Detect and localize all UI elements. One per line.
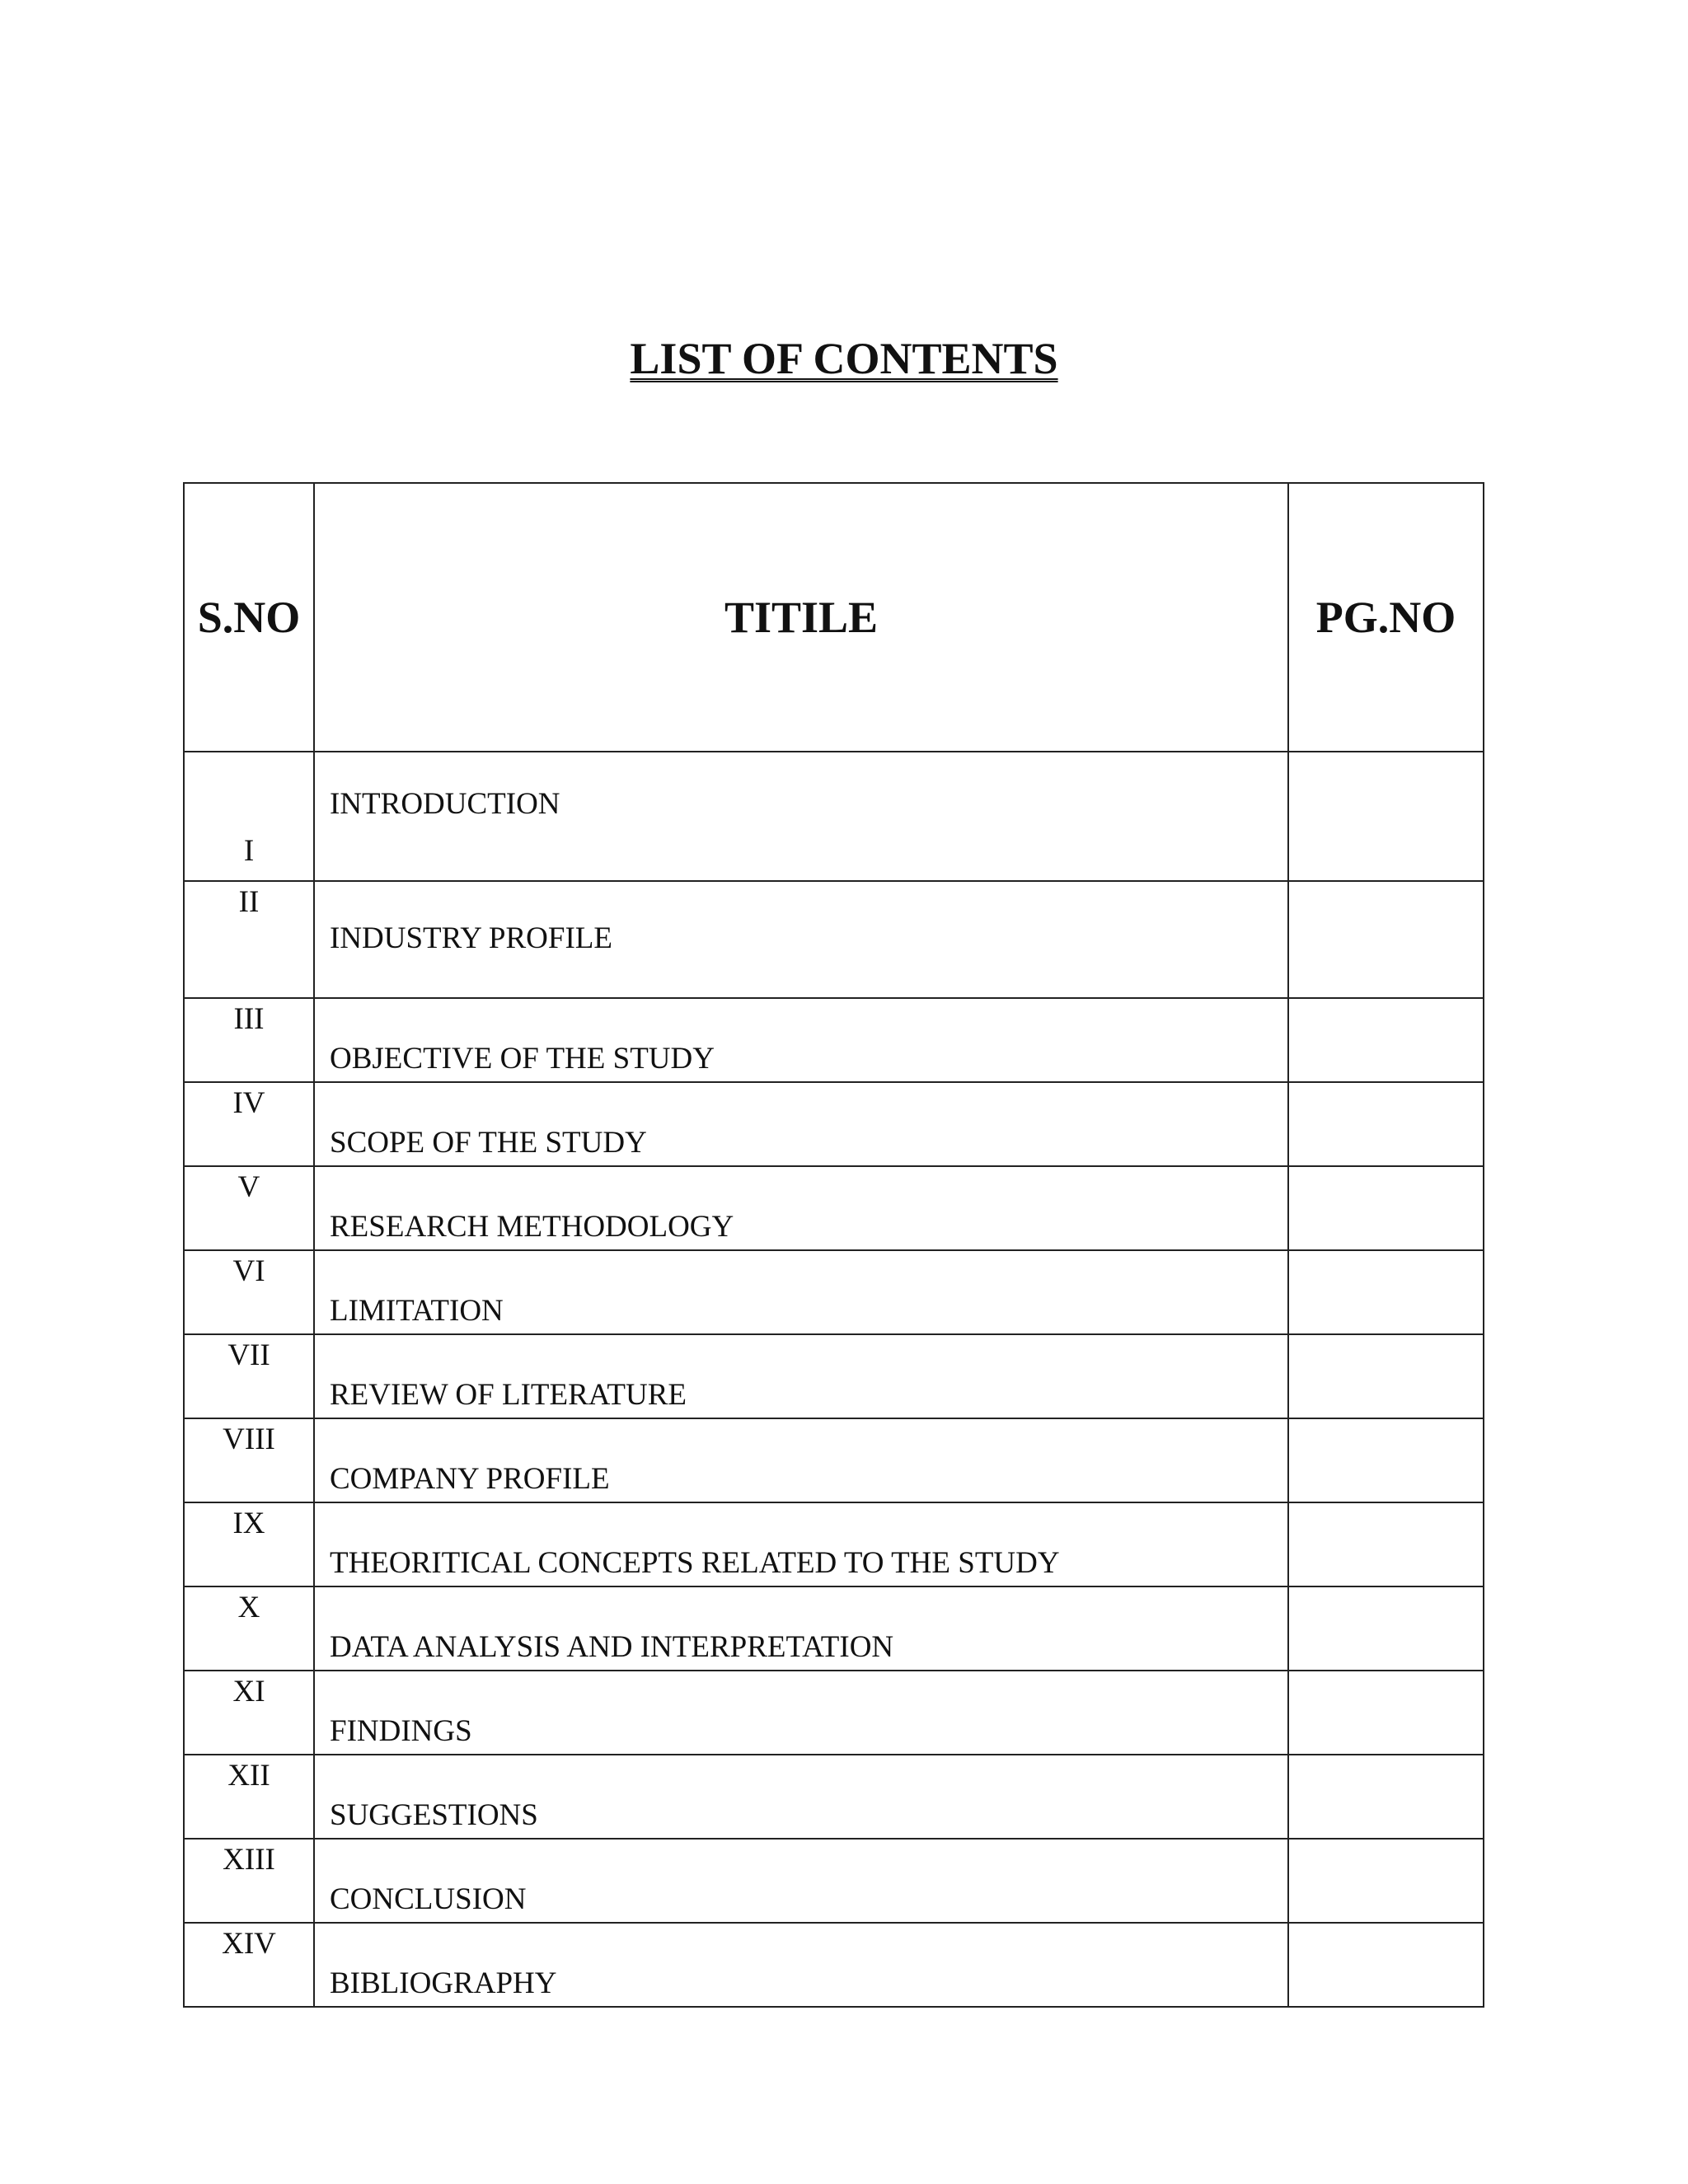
title-cell [314, 998, 1288, 1082]
pgno-cell [1288, 1502, 1484, 1586]
title-cell [314, 1586, 1288, 1671]
table-row [184, 998, 1484, 1082]
title-cell [314, 1250, 1288, 1334]
title-value: SUGGESTIONS [330, 1798, 538, 1832]
pgno-cell [1288, 1755, 1484, 1839]
title-cell [314, 1502, 1288, 1586]
pgno-cell [1288, 1923, 1484, 2007]
table-row [184, 1923, 1484, 2007]
sno-cell [184, 1418, 314, 1502]
title-value: INDUSTRY PROFILE [330, 921, 612, 955]
page-title-text: LIST OF CONTENTS [630, 334, 1058, 383]
title-value: INTRODUCTION [330, 787, 560, 821]
table-row [184, 1418, 1484, 1502]
table-row [184, 1502, 1484, 1586]
header-title: TITILE [314, 483, 1288, 752]
table-row [184, 1839, 1484, 1923]
sno-cell [184, 998, 314, 1082]
sno-cell [184, 1250, 314, 1334]
title-cell [314, 1755, 1288, 1839]
pgno-cell [1288, 1166, 1484, 1250]
title-value: OBJECTIVE OF THE STUDY [330, 1042, 715, 1076]
sno-value: VIII [223, 1422, 275, 1456]
sno-value: VI [232, 1254, 265, 1288]
sno-cell [184, 1334, 314, 1418]
pgno-cell [1288, 1250, 1484, 1334]
sno-value: III [233, 1002, 265, 1036]
title-cell [314, 1334, 1288, 1418]
title-cell [314, 881, 1288, 998]
title-value: BIBLIOGRAPHY [330, 1966, 557, 2000]
pgno-cell [1288, 1334, 1484, 1418]
table-row [184, 752, 1484, 881]
sno-cell [184, 752, 314, 881]
sno-value: XII [227, 1759, 270, 1793]
header-sno: S.NO [184, 483, 314, 752]
sno-cell [184, 1082, 314, 1166]
title-value: RESEARCH METHODOLOGY [330, 1210, 734, 1244]
title-value: SCOPE OF THE STUDY [330, 1126, 647, 1160]
sno-value: IV [232, 1086, 265, 1120]
sno-cell [184, 881, 314, 998]
pgno-cell [1288, 1418, 1484, 1502]
sno-value: VII [227, 1338, 270, 1372]
table-row [184, 1671, 1484, 1755]
sno-value: XIII [223, 1843, 275, 1877]
table-row [184, 1755, 1484, 1839]
title-cell [314, 1166, 1288, 1250]
pgno-cell [1288, 998, 1484, 1082]
pgno-cell [1288, 1839, 1484, 1923]
title-cell [314, 752, 1288, 881]
pgno-cell [1288, 1671, 1484, 1755]
title-cell [314, 1671, 1288, 1755]
title-value: LIMITATION [330, 1294, 504, 1328]
sno-value: IX [232, 1507, 265, 1540]
pgno-cell [1288, 881, 1484, 998]
sno-cell [184, 1502, 314, 1586]
title-value: COMPANY PROFILE [330, 1462, 610, 1496]
sno-cell [184, 1839, 314, 1923]
title-value: DATA ANALYSIS AND INTERPRETATION [330, 1630, 894, 1664]
sno-cell [184, 1586, 314, 1671]
sno-value: X [237, 1591, 260, 1624]
table-row [184, 1586, 1484, 1671]
page-title [0, 334, 1688, 383]
title-cell [314, 1418, 1288, 1502]
table-header-row [184, 483, 1484, 752]
table-row [184, 1166, 1484, 1250]
sno-value: II [238, 885, 260, 919]
title-value: CONCLUSION [330, 1882, 527, 1916]
pgno-cell [1288, 752, 1484, 881]
pgno-cell [1288, 1586, 1484, 1671]
table-row [184, 1334, 1484, 1418]
title-value: REVIEW OF LITERATURE [330, 1378, 687, 1412]
table-row [184, 1250, 1484, 1334]
contents-table [183, 482, 1484, 2008]
title-cell [314, 1839, 1288, 1923]
sno-value: XI [232, 1675, 265, 1708]
pgno-cell [1288, 1082, 1484, 1166]
header-pgno: PG.NO [1288, 483, 1484, 752]
sno-value: V [237, 1170, 260, 1204]
sno-value: I [243, 834, 255, 868]
sno-cell [184, 1166, 314, 1250]
sno-cell [184, 1923, 314, 2007]
sno-cell [184, 1671, 314, 1755]
sno-cell [184, 1755, 314, 1839]
title-value: THEORITICAL CONCEPTS RELATED TO THE STUDY [330, 1546, 1060, 1580]
title-cell [314, 1082, 1288, 1166]
title-value: FINDINGS [330, 1714, 472, 1748]
table-row [184, 881, 1484, 998]
sno-value: XIV [222, 1927, 276, 1961]
table-row [184, 1082, 1484, 1166]
title-cell [314, 1923, 1288, 2007]
